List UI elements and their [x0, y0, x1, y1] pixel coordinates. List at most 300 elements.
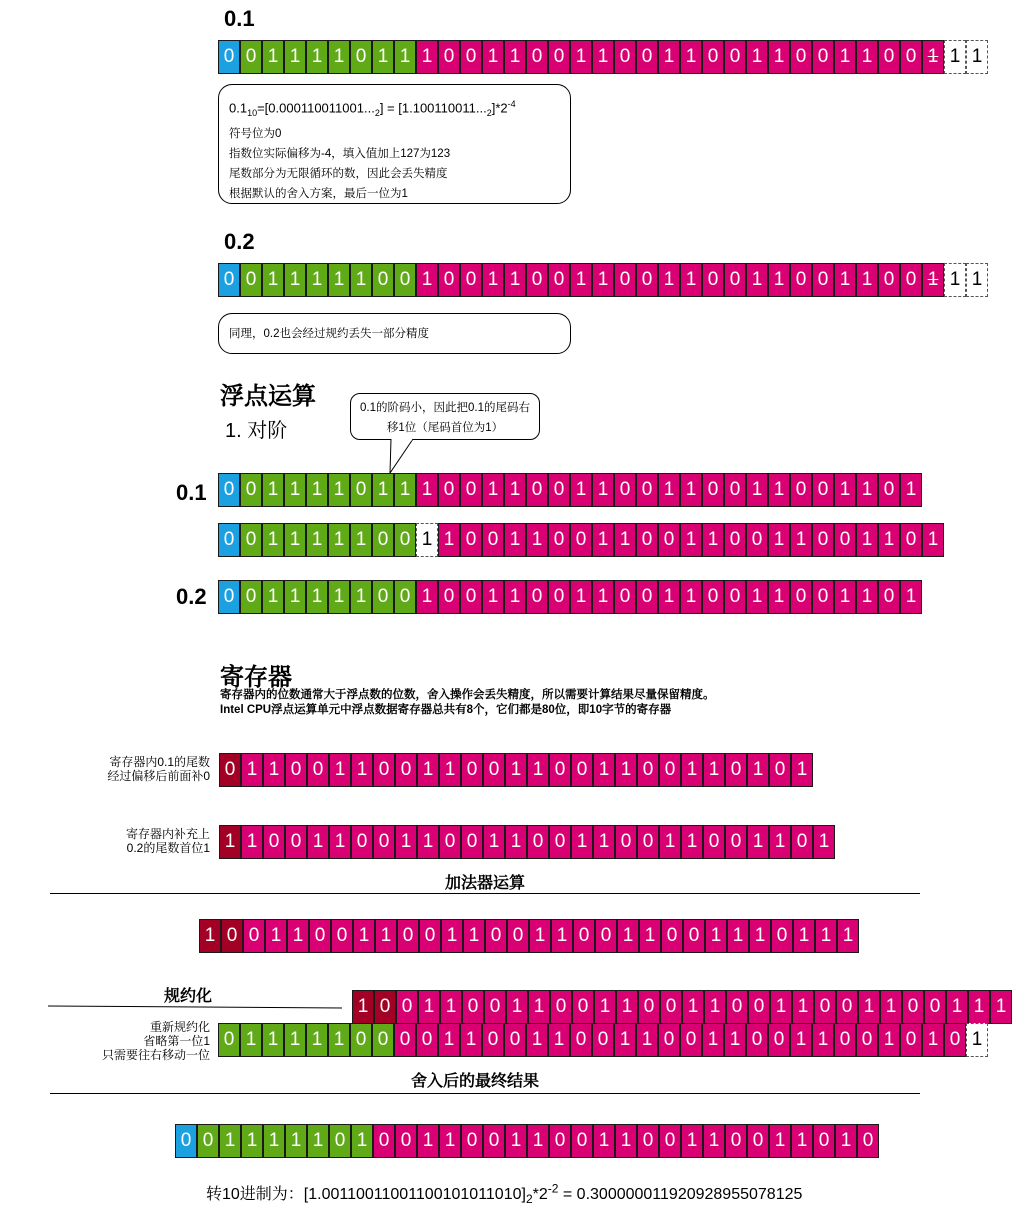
bit-mantissa: 0 — [615, 825, 637, 859]
normalize-title: 规约化 — [164, 988, 213, 1005]
bit-mantissa: 0 — [857, 1124, 879, 1158]
bit-mantissa: 0 — [637, 825, 659, 859]
bit-mantissa: 1 — [856, 523, 878, 557]
bit-mantissa: 0 — [637, 1124, 659, 1158]
bit-mantissa: 1 — [658, 473, 680, 507]
bit-mantissa: 1 — [505, 825, 527, 859]
bit-mantissa: 1 — [681, 825, 703, 859]
bit-mantissa: 0 — [834, 1023, 856, 1057]
bit-mantissa: 0 — [351, 825, 373, 859]
bit-exponent: 1 — [262, 1023, 284, 1057]
register-bits-01 — [219, 753, 813, 787]
bit-mantissa: 0 — [460, 523, 482, 557]
bit-exponent: 1 — [262, 40, 284, 74]
bit-mantissa: 0 — [660, 990, 682, 1024]
bit-mantissa: 0 — [812, 580, 834, 614]
bit-mantissa: 1 — [768, 523, 790, 557]
bit-mantissa: 0 — [397, 919, 419, 953]
bit-mantissa: 0 — [725, 825, 747, 859]
bit-mantissa: 1 — [702, 1023, 724, 1057]
bits-01-shifted — [218, 523, 944, 557]
bit-mantissa: 1 — [439, 753, 461, 787]
bit-mantissa: 0 — [527, 825, 549, 859]
bit-exponent: 1 — [306, 580, 328, 614]
bit-mantissa: 0 — [570, 523, 592, 557]
bit-mantissa: 0 — [460, 580, 482, 614]
bit-exponent: 1 — [284, 1023, 306, 1057]
bit-mantissa: 1 — [504, 263, 526, 297]
bit-register: 0 — [221, 919, 243, 953]
bit-mantissa: 0 — [460, 473, 482, 507]
bit-exponent: 0 — [372, 263, 394, 297]
bit-mantissa: 1 — [793, 919, 815, 953]
bit-mantissa: 1 — [614, 1023, 636, 1057]
bit-exponent: 0 — [218, 1023, 240, 1057]
bit-mantissa: 0 — [790, 40, 812, 74]
bit-mantissa: 1 — [768, 263, 790, 297]
bit-mantissa: 0 — [902, 990, 924, 1024]
bit-guard: 1 — [966, 263, 988, 297]
bit-mantissa: 0 — [307, 753, 329, 787]
bit-mantissa: 0 — [373, 753, 395, 787]
bit-mantissa: 1 — [417, 1124, 439, 1158]
bit-mantissa: 1 — [749, 919, 771, 953]
bit-mantissa: 0 — [769, 753, 791, 787]
bit-mantissa: 1 — [659, 825, 681, 859]
bit-mantissa: 1 — [812, 1023, 834, 1057]
bits-02-aligned — [218, 580, 922, 614]
bit-mantissa: 1 — [790, 1023, 812, 1057]
bit-mantissa: 0 — [573, 919, 595, 953]
bit-mantissa: 0 — [438, 40, 460, 74]
bit-mantissa: 1 — [856, 580, 878, 614]
bit-exponent: 1 — [328, 1023, 350, 1057]
bit-mantissa: 1 — [834, 580, 856, 614]
bit-exponent: 1 — [307, 1124, 329, 1158]
bit-mantissa: 1 — [570, 263, 592, 297]
bit-mantissa: 0 — [548, 40, 570, 74]
bit-mantissa: 1 — [482, 580, 504, 614]
bit-mantissa: 0 — [504, 1023, 526, 1057]
bit-exponent: 1 — [262, 263, 284, 297]
bit-mantissa: 0 — [482, 523, 504, 557]
bit-exponent: 0 — [394, 580, 416, 614]
bit-exponent: 1 — [284, 40, 306, 74]
bit-mantissa: 0 — [636, 473, 658, 507]
bit-mantissa: 1 — [615, 1124, 637, 1158]
final-title: 舍入后的最终结果 — [410, 1073, 539, 1090]
bit-mantissa: 1 — [548, 1023, 570, 1057]
bit-exponent: 1 — [262, 523, 284, 557]
bit-mantissa: 1 — [592, 40, 614, 74]
bit-mantissa: 0 — [813, 1124, 835, 1158]
bit-mantissa: 0 — [263, 825, 285, 859]
bit-mantissa: 0 — [526, 263, 548, 297]
bit-mantissa: 1 — [639, 919, 661, 953]
step-align-exponent: 1. 对阶 — [225, 420, 288, 442]
bit-exponent: 0 — [240, 580, 262, 614]
note-02 — [218, 313, 571, 354]
register-bits-02 — [219, 825, 835, 859]
bit-mantissa: 0 — [373, 1124, 395, 1158]
bit-mantissa: 1 — [504, 523, 526, 557]
bit-mantissa: 0 — [243, 919, 265, 953]
bit-exponent: 1 — [328, 473, 350, 507]
bit-mantissa: 0 — [702, 580, 724, 614]
bit-mantissa: 0 — [636, 263, 658, 297]
bit-mantissa: 0 — [836, 990, 858, 1024]
bit-mantissa: 1 — [681, 753, 703, 787]
note-01 — [218, 84, 571, 204]
bit-mantissa: 1 — [307, 825, 329, 859]
bit-exponent: 0 — [197, 1124, 219, 1158]
bit-mantissa: 1 — [768, 473, 790, 507]
bit-mantissa: 1 — [946, 990, 968, 1024]
bit-mantissa: 0 — [636, 523, 658, 557]
bit-mantissa: 1 — [922, 40, 944, 74]
bit-mantissa: 1 — [528, 990, 550, 1024]
bit-mantissa: 1 — [813, 825, 835, 859]
bit-mantissa: 0 — [592, 1023, 614, 1057]
bit-mantissa: 0 — [548, 263, 570, 297]
bit-exponent: 1 — [372, 40, 394, 74]
bit-mantissa: 1 — [791, 1124, 813, 1158]
final-divider — [50, 1093, 920, 1094]
bit-sign: 0 — [218, 263, 240, 297]
bit-mantissa: 0 — [658, 523, 680, 557]
bit-mantissa: 1 — [616, 990, 638, 1024]
bit-exponent: 0 — [240, 523, 262, 557]
adder-result-bits — [199, 919, 859, 953]
bit-mantissa: 0 — [638, 990, 660, 1024]
bit-exponent: 0 — [329, 1124, 351, 1158]
callout-pointer — [385, 439, 425, 475]
bit-exponent: 1 — [285, 1124, 307, 1158]
bit-exponent: 1 — [284, 473, 306, 507]
bit-mantissa: 1 — [570, 473, 592, 507]
bit-mantissa: 0 — [548, 473, 570, 507]
bit-mantissa: 0 — [395, 1124, 417, 1158]
bit-mantissa: 0 — [748, 990, 770, 1024]
bit-mantissa: 1 — [353, 919, 375, 953]
note-01-line1: 符号位为0 — [229, 127, 282, 140]
bit-mantissa: 1 — [482, 40, 504, 74]
bit-guard: 1 — [966, 40, 988, 74]
bit-mantissa: 0 — [856, 1023, 878, 1057]
bit-mantissa: 1 — [617, 919, 639, 953]
bit-mantissa: 1 — [439, 1124, 461, 1158]
bit-exponent: 0 — [394, 523, 416, 557]
bit-mantissa: 0 — [790, 473, 812, 507]
bit-mantissa: 0 — [461, 825, 483, 859]
bit-mantissa: 1 — [790, 523, 812, 557]
bit-mantissa: 1 — [329, 825, 351, 859]
bit-mantissa: 0 — [484, 990, 506, 1024]
callout-text: 0.1的阶码小，因此把0.1的尾码右移1位（尾码首位为1） — [360, 402, 530, 434]
bit-mantissa: 1 — [265, 919, 287, 953]
bit-mantissa: 1 — [636, 1023, 658, 1057]
bit-mantissa: 0 — [549, 1124, 571, 1158]
bit-mantissa: 0 — [812, 473, 834, 507]
bit-mantissa: 0 — [549, 753, 571, 787]
bit-exponent: 1 — [306, 473, 328, 507]
bit-exponent: 1 — [306, 40, 328, 74]
bit-mantissa: 0 — [812, 263, 834, 297]
section-title-01: 0.1 — [224, 6, 255, 31]
final-bits — [175, 1124, 879, 1158]
bit-exponent: 1 — [328, 523, 350, 557]
bit-mantissa: 0 — [703, 825, 725, 859]
bit-exponent: 0 — [372, 523, 394, 557]
bit-mantissa: 1 — [769, 1124, 791, 1158]
bit-mantissa: 0 — [814, 990, 836, 1024]
decimal-result: 转10进制为：$[1.00110011001100101011010]_2*2^{-2} = 0.300000011920928955078125$ — [206, 1181, 803, 1207]
bit-mantissa: 1 — [704, 990, 726, 1024]
bit-exponent: 0 — [350, 40, 372, 74]
bits-01-full — [218, 40, 988, 74]
bit-mantissa: 1 — [658, 580, 680, 614]
note-01-line4: 根据默认的舍入方案，最后一位为1 — [229, 187, 408, 200]
bit-mantissa: 0 — [461, 1124, 483, 1158]
bit-mantissa: 0 — [790, 263, 812, 297]
bit-mantissa: 0 — [724, 263, 746, 297]
bit-mantissa: 1 — [418, 990, 440, 1024]
bit-mantissa: 0 — [462, 990, 484, 1024]
bit-mantissa: 0 — [790, 580, 812, 614]
bit-mantissa: 1 — [746, 580, 768, 614]
bit-register: 1 — [219, 825, 241, 859]
bit-mantissa: 0 — [725, 753, 747, 787]
bit-mantissa: 0 — [724, 580, 746, 614]
bit-mantissa: 1 — [856, 40, 878, 74]
bit-mantissa: 0 — [285, 753, 307, 787]
bit-exponent: 1 — [350, 580, 372, 614]
note-01-formula: $0.1_{10}=[0.000110011001..._2] = [1.100110011..._2]*2^{-4}$ — [229, 99, 516, 118]
bit-mantissa: 0 — [637, 753, 659, 787]
note-01-line3: 尾数部分为无限循环的数，因此会丢失精度 — [229, 167, 448, 180]
bit-mantissa: 1 — [878, 1023, 900, 1057]
bit-mantissa: 1 — [593, 1124, 615, 1158]
bit-guard: 1 — [944, 263, 966, 297]
bit-mantissa: 1 — [351, 753, 373, 787]
bit-mantissa: 1 — [900, 473, 922, 507]
row-label-02: 0.2 — [176, 584, 207, 609]
bit-mantissa: 0 — [419, 919, 441, 953]
bit-exponent: 0 — [240, 40, 262, 74]
bit-mantissa: 0 — [702, 263, 724, 297]
bit-mantissa: 0 — [900, 40, 922, 74]
bit-mantissa: 1 — [592, 263, 614, 297]
bit-mantissa: 1 — [263, 753, 285, 787]
register-label-01: 寄存器内0.1的尾数 经过偏移后前面补0 — [107, 755, 210, 783]
bit-mantissa: 1 — [440, 990, 462, 1024]
bit-mantissa: 0 — [285, 825, 307, 859]
bit-mantissa: 0 — [526, 473, 548, 507]
bits-02-full — [218, 263, 988, 297]
bit-mantissa: 0 — [373, 825, 395, 859]
bit-mantissa: 0 — [680, 1023, 702, 1057]
normalize-bits — [352, 990, 1012, 1024]
bit-mantissa: 0 — [394, 1023, 416, 1057]
bit-exponent: 1 — [306, 263, 328, 297]
bit-mantissa: 1 — [551, 919, 573, 953]
renormalize-label: 重新规约化 省略第一位1 只需要往右移动一位 — [101, 1020, 210, 1062]
bit-exponent: 0 — [350, 473, 372, 507]
bit-exponent: 1 — [350, 523, 372, 557]
bit-register: 0 — [219, 753, 241, 787]
bit-mantissa: 1 — [681, 1124, 703, 1158]
bit-mantissa: 1 — [747, 825, 769, 859]
row-label-01: 0.1 — [176, 480, 207, 505]
bit-mantissa: 1 — [526, 1023, 548, 1057]
bit-exponent: 1 — [219, 1124, 241, 1158]
bit-mantissa: 0 — [614, 473, 636, 507]
bit-mantissa: 0 — [571, 1124, 593, 1158]
bit-mantissa: 0 — [548, 580, 570, 614]
bit-mantissa: 1 — [727, 919, 749, 953]
bit-mantissa: 1 — [702, 523, 724, 557]
bit-mantissa: 1 — [746, 473, 768, 507]
bit-exponent: 1 — [284, 580, 306, 614]
bit-mantissa: 0 — [725, 1124, 747, 1158]
bit-mantissa: 1 — [815, 919, 837, 953]
register-title: 寄存器 — [220, 664, 292, 691]
bit-exponent: 1 — [306, 1023, 328, 1057]
bit-mantissa: 1 — [615, 753, 637, 787]
bit-mantissa: 1 — [922, 263, 944, 297]
bit-mantissa: 1 — [682, 990, 704, 1024]
bit-mantissa: 1 — [460, 1023, 482, 1057]
bit-exponent: 1 — [263, 1124, 285, 1158]
bit-mantissa: 0 — [771, 919, 793, 953]
bit-mantissa: 0 — [309, 919, 331, 953]
bit-hidden-one: 1 — [416, 523, 438, 557]
bit-sign: 0 — [175, 1124, 197, 1158]
bit-mantissa: 1 — [835, 1124, 857, 1158]
bit-mantissa: 0 — [439, 825, 461, 859]
bit-mantissa: 0 — [571, 753, 593, 787]
bit-mantissa: 0 — [636, 580, 658, 614]
bit-mantissa: 1 — [680, 263, 702, 297]
bit-exponent: 1 — [284, 523, 306, 557]
bit-mantissa: 1 — [438, 1023, 460, 1057]
bit-mantissa: 1 — [416, 40, 438, 74]
bit-mantissa: 1 — [526, 523, 548, 557]
bit-mantissa: 0 — [878, 40, 900, 74]
bit-mantissa: 0 — [548, 523, 570, 557]
bit-mantissa: 1 — [680, 580, 702, 614]
bit-mantissa: 1 — [463, 919, 485, 953]
bit-mantissa: 1 — [614, 523, 636, 557]
register-desc-1: 寄存器内的位数通常大于浮点数的位数，舍入操作会丢失精度，所以需要计算结果尽量保留精度。 — [220, 689, 715, 701]
bit-exponent: 1 — [241, 1124, 263, 1158]
bit-mantissa: 1 — [878, 523, 900, 557]
bit-mantissa: 1 — [746, 263, 768, 297]
bit-mantissa: 1 — [968, 990, 990, 1024]
bit-mantissa: 1 — [770, 990, 792, 1024]
bit-mantissa: 0 — [483, 753, 505, 787]
adder-title: 加法器运算 — [444, 875, 525, 892]
bit-mantissa: 1 — [594, 990, 616, 1024]
bit-mantissa: 0 — [658, 1023, 680, 1057]
bit-mantissa: 1 — [482, 473, 504, 507]
bit-exponent: 1 — [306, 523, 328, 557]
bit-mantissa: 0 — [724, 40, 746, 74]
bit-mantissa: 1 — [922, 523, 944, 557]
bit-exponent: 0 — [350, 1023, 372, 1057]
bit-mantissa: 0 — [747, 1124, 769, 1158]
bit-exponent: 0 — [394, 263, 416, 297]
bit-register: 0 — [374, 990, 396, 1024]
bit-mantissa: 0 — [595, 919, 617, 953]
bit-exponent: 1 — [394, 473, 416, 507]
bit-mantissa: 0 — [683, 919, 705, 953]
adder-divider — [50, 893, 920, 894]
bit-mantissa: 1 — [505, 753, 527, 787]
bit-mantissa: 0 — [702, 473, 724, 507]
bit-mantissa: 1 — [592, 523, 614, 557]
bit-mantissa: 0 — [812, 523, 834, 557]
bit-mantissa: 1 — [592, 473, 614, 507]
bit-mantissa: 1 — [416, 580, 438, 614]
bit-mantissa: 1 — [506, 990, 528, 1024]
bit-mantissa: 0 — [416, 1023, 438, 1057]
bit-mantissa: 1 — [505, 1124, 527, 1158]
float-ops-title: 浮点运算 — [220, 383, 316, 410]
bit-mantissa: 1 — [856, 473, 878, 507]
bit-exponent: 0 — [240, 473, 262, 507]
bit-mantissa: 0 — [461, 753, 483, 787]
bit-mantissa: 1 — [483, 825, 505, 859]
bit-mantissa: 0 — [812, 40, 834, 74]
bit-mantissa: 0 — [460, 263, 482, 297]
bit-mantissa: 1 — [570, 40, 592, 74]
bit-exponent: 1 — [328, 263, 350, 297]
bit-mantissa: 0 — [724, 523, 746, 557]
bit-sign: 0 — [218, 523, 240, 557]
bit-mantissa: 0 — [944, 1023, 966, 1057]
bit-mantissa: 0 — [438, 263, 460, 297]
bit-mantissa: 1 — [680, 40, 702, 74]
bit-mantissa: 0 — [878, 473, 900, 507]
bit-mantissa: 1 — [724, 1023, 746, 1057]
bit-mantissa: 0 — [614, 263, 636, 297]
bit-mantissa: 1 — [504, 473, 526, 507]
section-title-02: 0.2 — [224, 229, 255, 254]
bit-round-bit: 1 — [966, 1023, 988, 1057]
bit-mantissa: 0 — [485, 919, 507, 953]
bit-mantissa: 0 — [526, 580, 548, 614]
bit-mantissa: 1 — [482, 263, 504, 297]
bit-mantissa: 0 — [661, 919, 683, 953]
bit-mantissa: 1 — [900, 580, 922, 614]
note-02-line1: 同理，0.2也会经过规约丢失一部分精度 — [229, 328, 429, 340]
bit-mantissa: 1 — [417, 825, 439, 859]
bit-mantissa: 1 — [527, 753, 549, 787]
bit-exponent: 0 — [240, 263, 262, 297]
bit-exponent: 1 — [328, 580, 350, 614]
bit-mantissa: 1 — [858, 990, 880, 1024]
callout-bubble — [350, 393, 540, 440]
bit-mantissa: 0 — [924, 990, 946, 1024]
bit-exponent: 1 — [262, 473, 284, 507]
bit-mantissa: 0 — [659, 1124, 681, 1158]
bit-mantissa: 1 — [241, 753, 263, 787]
register-label-02: 寄存器内补充上 0.2的尾数首位1 — [125, 827, 210, 855]
bit-mantissa: 1 — [504, 40, 526, 74]
bit-mantissa: 1 — [837, 919, 859, 953]
bit-mantissa: 0 — [438, 580, 460, 614]
